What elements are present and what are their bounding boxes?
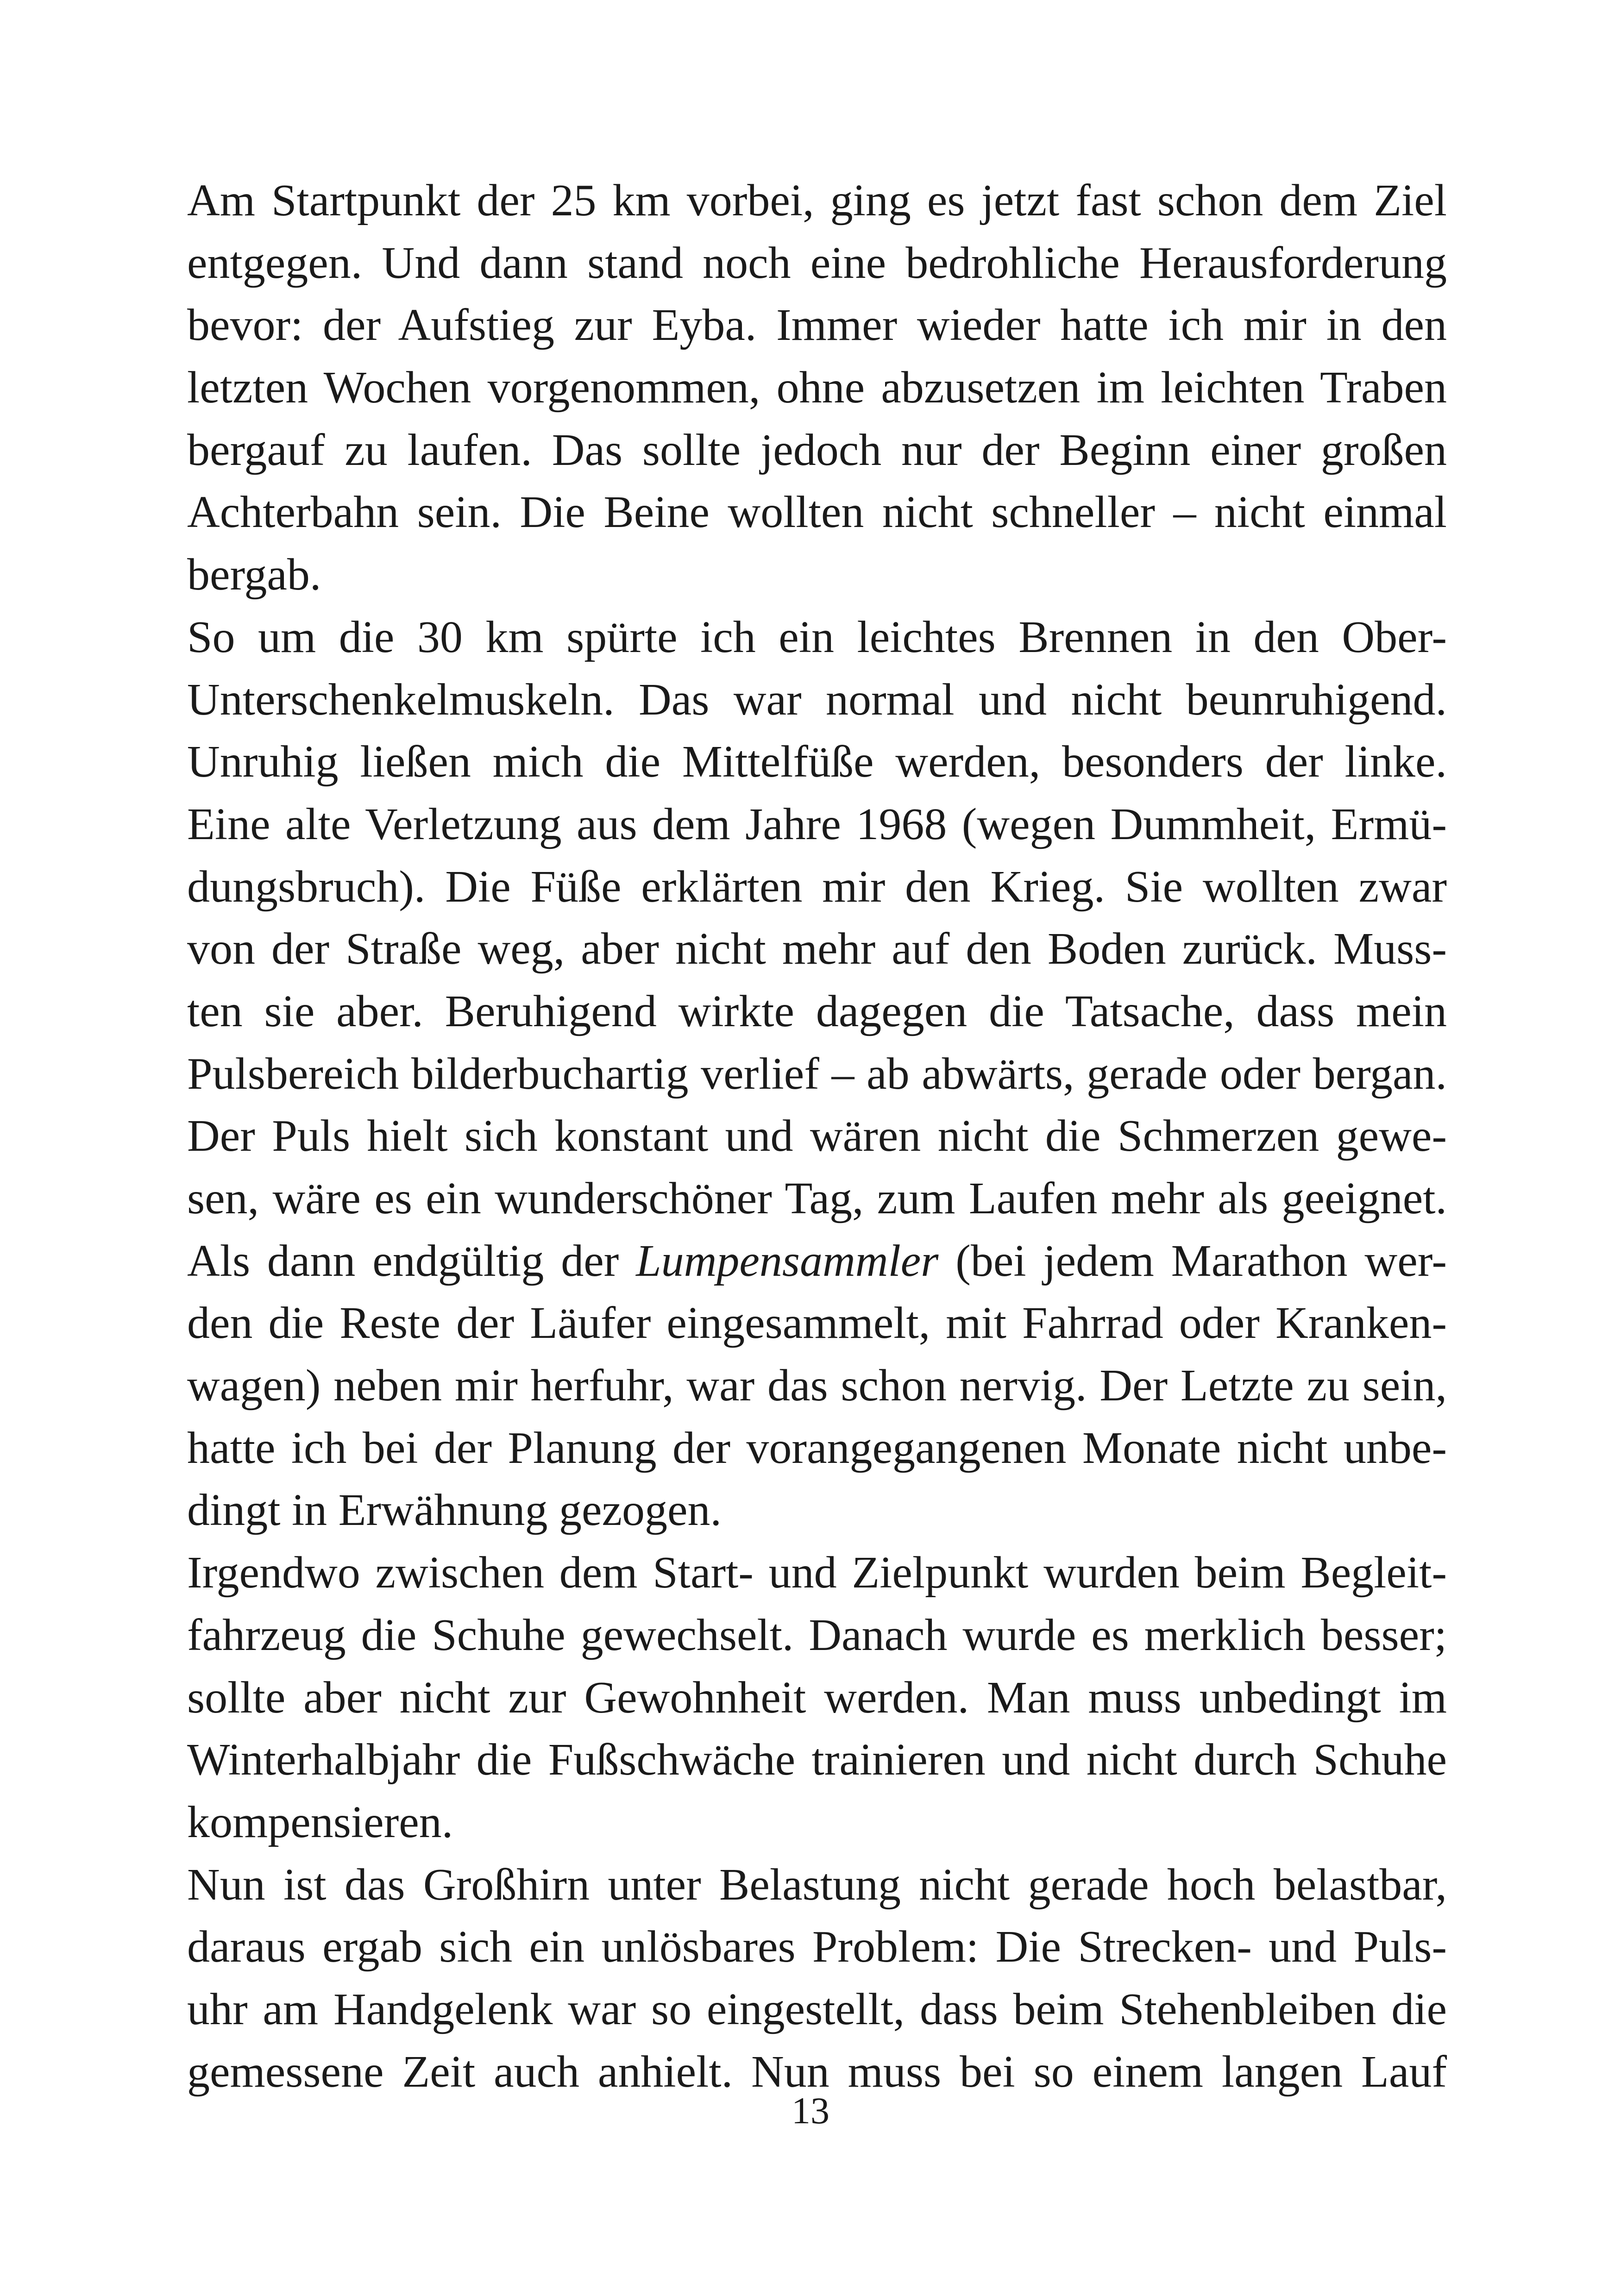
text-line: Irgendwo zwischen dem Start- und Zielpunkt wurden beim Begleit-: [187, 1548, 1447, 1598]
text-line: Am Startpunkt der 25 km vorbei, ging es jetzt fast schon dem Ziel: [187, 176, 1447, 226]
text-segment: Als dann endgültig der: [187, 1236, 636, 1286]
text-line: bergab.: [187, 550, 321, 600]
text-line: sollte aber nicht zur Gewohnheit werden. Man muss unbedingt im: [187, 1672, 1447, 1723]
text-line: kompensieren.: [187, 1797, 453, 1847]
text-line: dingt in Erwähnung gezogen.: [187, 1485, 722, 1536]
text-line: Unruhig ließen mich die Mittelfüße werden, besonders der linke.: [187, 737, 1447, 787]
text-line: Pulsbereich bilderbuchartig verlief – ab abwärts, gerade oder bergan.: [187, 1048, 1447, 1099]
text-line: bergauf zu laufen. Das sollte jedoch nur der Beginn einer großen: [187, 425, 1447, 475]
text-line: So um die 30 km spürte ich ein leichtes Brennen in den Ober-: [187, 612, 1447, 662]
text-line: Nun ist das Großhirn unter Belastung nicht gerade hoch belastbar,: [187, 1859, 1447, 1910]
text-line: Achterbahn sein. Die Beine wollten nicht schneller – nicht einmal: [187, 487, 1447, 538]
text-line: von der Straße weg, aber nicht mehr auf den Boden zurück. Muss-: [187, 924, 1447, 974]
text-line: den die Reste der Läufer eingesammelt, mit Fahrrad oder Kranken-: [187, 1298, 1447, 1349]
text-line: entgegen. Und dann stand noch eine bedrohliche Herausforderung: [187, 238, 1447, 288]
body-text: [187, 169, 1447, 2103]
text-line: fahrzeug die Schuhe gewechselt. Danach wurde es merklich besser;: [187, 1610, 1447, 1660]
text-line: letzten Wochen vorgenommen, ohne abzusetzen im leichten Traben: [187, 363, 1447, 413]
page-number: 13: [792, 2089, 829, 2132]
text-segment: (bei jedem Marathon wer-: [938, 1236, 1447, 1286]
text-line: Eine alte Verletzung aus dem Jahre 1968 (wegen Dummheit, Ermü-: [187, 799, 1447, 849]
text-line: hatte ich bei der Planung der vorangegangenen Monate nicht unbe-: [187, 1423, 1447, 1473]
italic-term: Lumpensammler: [636, 1236, 939, 1286]
text-line: ten sie aber. Beruhigend wirkte dagegen die Tatsache, dass mein: [187, 986, 1447, 1036]
text-line: gemessene Zeit auch anhielt. Nun muss bei so einem langen Lauf: [187, 2046, 1447, 2097]
text-line: daraus ergab sich ein unlösbares Problem: Die Strecken- und Puls-: [187, 1922, 1447, 1972]
text-line: Der Puls hielt sich konstant und wären nicht die Schmerzen gewe-: [187, 1111, 1447, 1161]
text-line: dungsbruch). Die Füße erklärten mir den Krieg. Sie wollten zwar: [187, 861, 1447, 912]
text-line: bevor: der Aufstieg zur Eyba. Immer wieder hatte ich mir in den: [187, 300, 1447, 351]
text-line: [187, 1230, 1447, 1292]
text-line: wagen) neben mir herfuhr, war das schon nervig. Der Letzte zu sein,: [187, 1361, 1447, 1411]
text-line: Unterschenkelmuskeln. Das war normal und nicht beunruhigend.: [187, 674, 1447, 725]
text-line: uhr am Handgelenk war so eingestellt, dass beim Stehenbleiben die: [187, 1984, 1447, 2034]
text-line: Winterhalbjahr die Fußschwäche trainieren und nicht durch Schuhe: [187, 1735, 1447, 1785]
text-line: sen, wäre es ein wunderschöner Tag, zum Laufen mehr als geeignet.: [187, 1173, 1447, 1223]
